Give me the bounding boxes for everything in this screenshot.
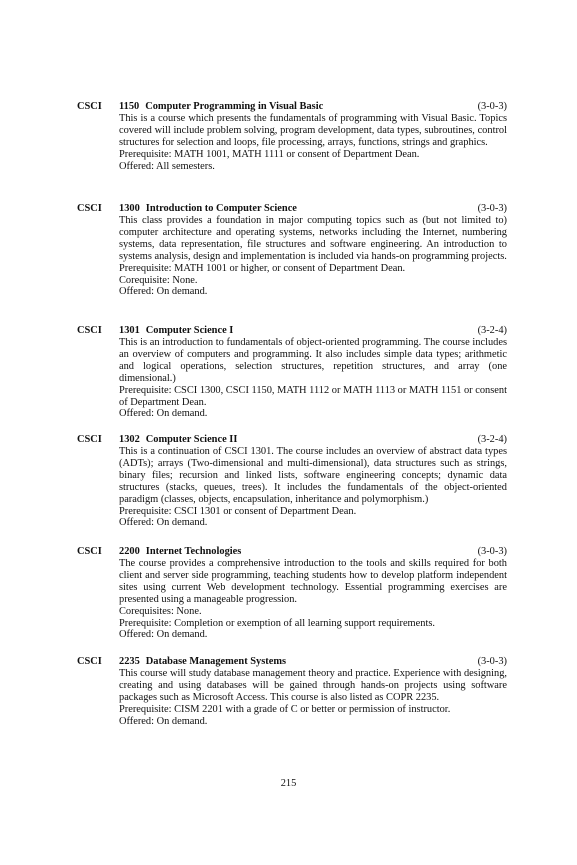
course-dept: CSCI <box>77 101 102 112</box>
course-note: Offered: All semesters. <box>119 160 215 172</box>
course-heading <box>119 325 507 337</box>
course-note: Prerequisite: MATH 1001, MATH 1111 or consent of Department Dean. <box>119 148 420 160</box>
course-dept: CSCI <box>77 203 102 214</box>
course-description: This class provides a foundation in major computing topics such as (but not limited to) computer architecture and operating systems, networks including the Internet, numbering systems, data representation, file structures and software engineering. An introduction to systems analysis, design and implementation is included via hands-on programming projects. <box>119 215 507 262</box>
course-note: Offered: On demand. <box>119 517 208 529</box>
course-dept: CSCI <box>77 656 102 667</box>
course-note: Offered: On demand. <box>119 286 208 298</box>
course-title: Internet Technologies <box>145 546 242 557</box>
course-number: 1302 <box>119 434 140 445</box>
course-description: The course provides a comprehensive introduction to the tools and skills required for both client and server side programming, teaching students how to develop platform independent sites using current Web development technology. Essential programming exercises are presented using a manageable progression. <box>119 558 507 605</box>
course-note: Prerequisite: MATH 1001 or higher, or consent of Department Dean. <box>119 262 406 274</box>
course-description: This is a continuation of CSCI 1301. The course includes an overview of abstract data types (ADTs); arrays (Two-dimensional and multi-dimensional), data structures such as strings, binary files; recursion and linked lists, software engineering concepts; dynamic data structures (stacks, queues, trees). It includes the fundamentals of the object-oriented paradigm (classes, objects, encapsulation, inheritance and polymorphism.) <box>119 446 507 505</box>
course-body <box>119 558 507 641</box>
course-credits: (3-0-3) <box>477 546 507 557</box>
course-note: Prerequisite: CSCI 1301 or consent of Department Dean. <box>119 505 357 517</box>
course-title: Introduction to Computer Science <box>145 203 297 214</box>
course-heading <box>119 546 507 558</box>
course-dept: CSCI <box>77 434 102 445</box>
course-body <box>119 446 507 529</box>
course-credits: (3-0-3) <box>477 203 507 214</box>
course-number: 1301 <box>119 325 140 336</box>
course-note: Corequisite: None. <box>119 274 198 286</box>
course-number: 1300 <box>119 203 140 214</box>
course-note: Offered: On demand. <box>119 629 208 641</box>
course-credits: (3-0-3) <box>477 101 507 112</box>
course-heading <box>119 101 507 113</box>
course-heading <box>119 434 507 446</box>
course-note: Corequisites: None. <box>119 605 202 617</box>
course-note: Prerequisite: Completion or exemption of all learning support requirements. <box>119 617 435 629</box>
course-title: Database Management Systems <box>145 656 287 667</box>
course-heading <box>119 656 507 668</box>
course-number: 1150 <box>119 101 140 112</box>
course-note: Offered: On demand. <box>119 715 208 727</box>
course-title: Computer Science I <box>145 325 234 336</box>
course-note: Prerequisite: CISM 2201 with a grade of C or better or permission of instructor. <box>119 703 451 715</box>
course-dept: CSCI <box>77 325 102 336</box>
course-body <box>119 337 507 420</box>
course-dept: CSCI <box>77 546 102 557</box>
course-heading <box>119 203 507 215</box>
course-description: This is an introduction to fundamentals of object-oriented programming. The course includes an overview of computers and programming. It also includes simple data types; arithmetic and logical operations, selection structures, repetition structures, and array (one dimensional.) <box>119 337 507 384</box>
page-number: 215 <box>280 778 297 789</box>
course-credits: (3-0-3) <box>477 656 507 667</box>
course-note: Offered: On demand. <box>119 408 208 420</box>
course-note: Prerequisite: CSCI 1300, CSCI 1150, MATH 1112 or MATH 1113 or MATH 1151 or consent of Department Dean. <box>119 384 507 408</box>
course-credits: (3-2-4) <box>477 325 507 336</box>
course-body <box>119 215 507 298</box>
course-title: Computer Programming in Visual Basic <box>145 101 324 112</box>
course-body <box>119 113 507 173</box>
course-credits: (3-2-4) <box>477 434 507 445</box>
course-body <box>119 668 507 728</box>
course-number: 2235 <box>119 656 140 667</box>
course-title: Computer Science II <box>145 434 238 445</box>
course-description: This course will study database management theory and practice. Experience with designing, creating and using databases will be gained through hands-on projects using software packages such as Microsoft Access. This course is also listed as COPR 2235. <box>119 668 507 703</box>
course-number: 2200 <box>119 546 140 557</box>
course-description: This is a course which presents the fundamentals of programming with Visual Basic. Topics covered will include problem solving, program development, data types, subroutines, control structures for selection and loops, file processing, arrays, functions, strings and graphics. <box>119 113 507 148</box>
